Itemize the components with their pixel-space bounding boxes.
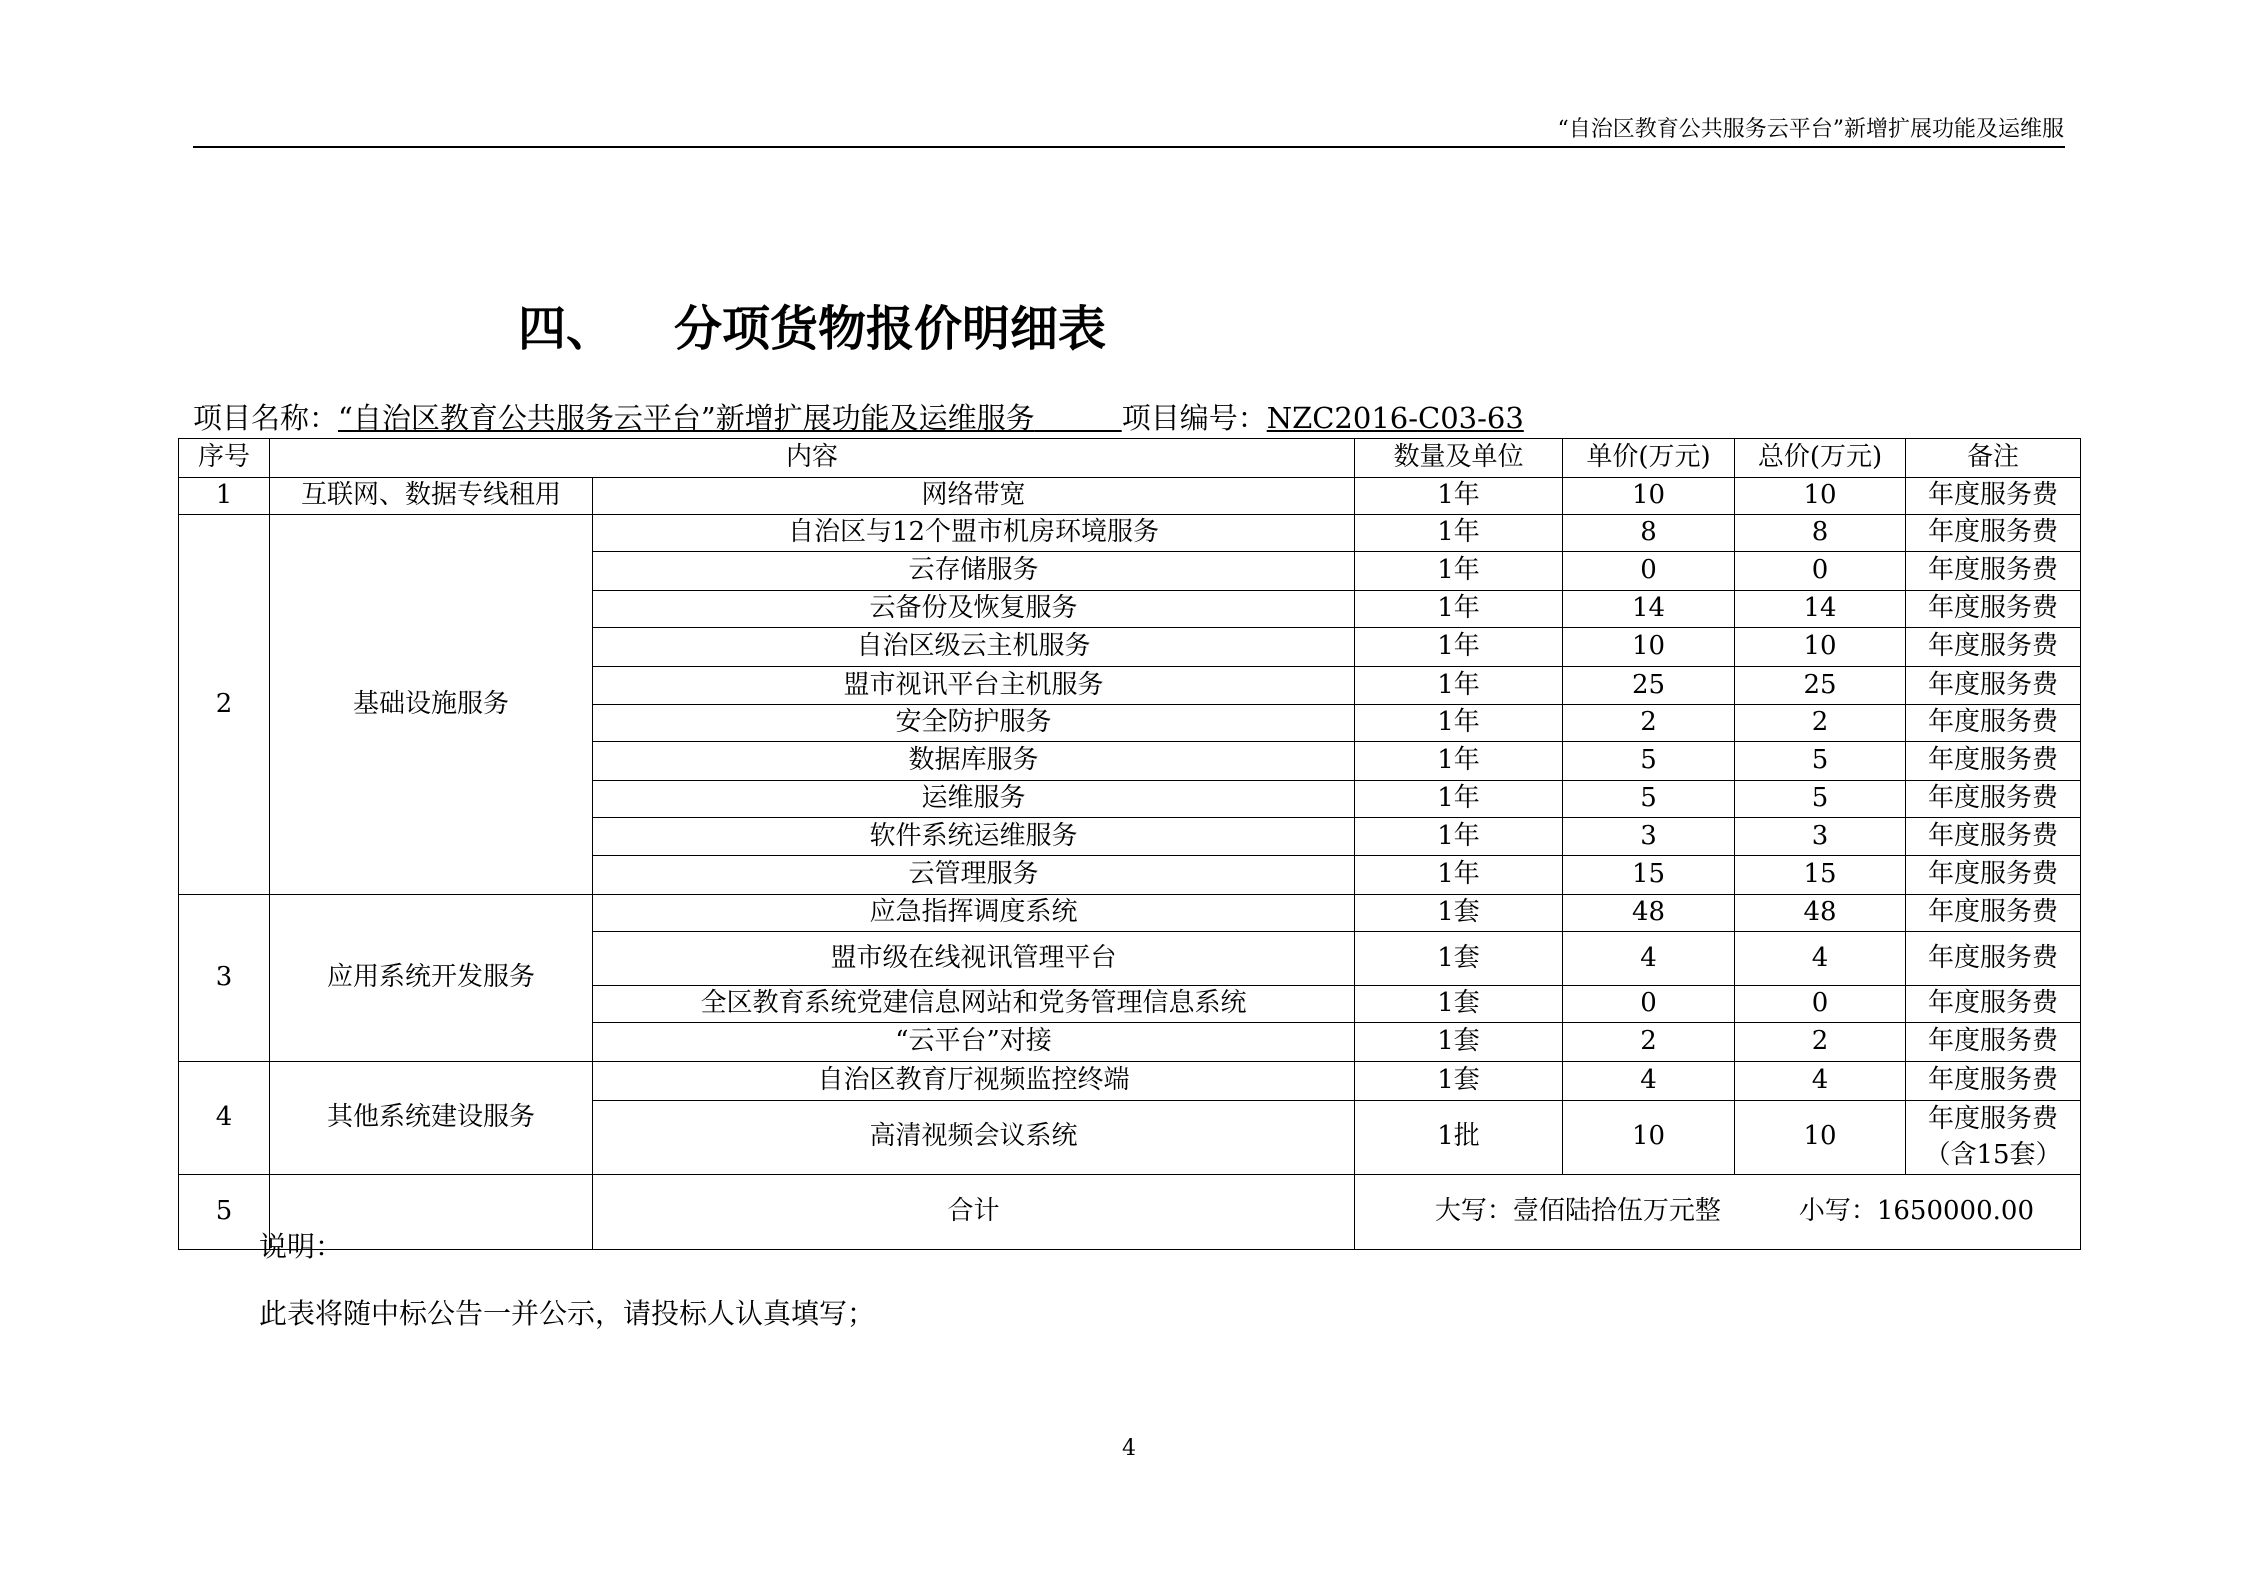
item-name: 应急指挥调度系统 <box>593 895 1355 932</box>
item-total-price: 2 <box>1735 1023 1906 1062</box>
item-name: 安全防护服务 <box>593 705 1355 742</box>
item-quantity: 1套 <box>1355 1023 1563 1062</box>
item-quantity: 1年 <box>1355 818 1563 856</box>
row-number: 2 <box>179 515 270 895</box>
table-row <box>179 478 2081 515</box>
item-total-price: 0 <box>1735 552 1906 591</box>
item-total-price: 0 <box>1735 986 1906 1023</box>
project-no-label: 项目编号： <box>1121 401 1267 435</box>
item-unit-price: 14 <box>1563 591 1735 628</box>
item-note: 年度服务费 <box>1906 628 2081 667</box>
item-note: 年度服务费 <box>1906 705 2081 742</box>
item-name: 自治区级云主机服务 <box>593 628 1355 667</box>
title-text: 分项货物报价明细表 <box>674 301 1107 357</box>
item-name: “云平台”对接 <box>593 1023 1355 1062</box>
item-note: 年度服务费 <box>1906 932 2081 986</box>
item-name: 运维服务 <box>593 781 1355 818</box>
item-unit-price: 15 <box>1563 856 1735 895</box>
item-note: 年度服务费 <box>1906 515 2081 552</box>
notes-title: 说明： <box>259 1230 344 1263</box>
header-col-4: 总价(万元) <box>1735 439 1906 478</box>
header-no: 序号 <box>179 439 270 478</box>
item-quantity: 1年 <box>1355 552 1563 591</box>
project-name-label: 项目名称： <box>193 401 339 435</box>
running-header: “自治区教育公共服务云平台”新增扩展功能及运维服 <box>1557 117 2064 142</box>
item-total-price: 4 <box>1735 932 1906 986</box>
item-unit-price: 4 <box>1563 1062 1735 1101</box>
price-detail-table <box>178 438 2081 1250</box>
item-unit-price: 10 <box>1563 478 1735 515</box>
item-unit-price: 0 <box>1563 552 1735 591</box>
item-name: 软件系统运维服务 <box>593 818 1355 856</box>
category: 其他系统建设服务 <box>270 1062 593 1175</box>
item-note: 年度服务费 <box>1906 478 2081 515</box>
item-unit-price: 4 <box>1563 932 1735 986</box>
item-note: 年度服务费 （含15套） <box>1906 1101 2081 1175</box>
item-name: 云备份及恢复服务 <box>593 591 1355 628</box>
item-quantity: 1套 <box>1355 986 1563 1023</box>
item-quantity: 1年 <box>1355 856 1563 895</box>
item-name: 盟市视讯平台主机服务 <box>593 667 1355 705</box>
item-note: 年度服务费 <box>1906 856 2081 895</box>
item-name: 全区教育系统党建信息网站和党务管理信息系统 <box>593 986 1355 1023</box>
item-name: 网络带宽 <box>593 478 1355 515</box>
item-note: 年度服务费 <box>1906 781 2081 818</box>
item-unit-price: 2 <box>1563 705 1735 742</box>
page-number: 4 <box>1122 1436 1136 1461</box>
item-note: 年度服务费 <box>1906 667 2081 705</box>
item-name: 盟市级在线视讯管理平台 <box>593 932 1355 986</box>
row-number: 1 <box>179 478 270 515</box>
header-content: 内容 <box>270 439 1355 478</box>
item-quantity: 1批 <box>1355 1101 1563 1175</box>
item-unit-price: 48 <box>1563 895 1735 932</box>
item-total-price: 5 <box>1735 742 1906 781</box>
item-quantity: 1年 <box>1355 667 1563 705</box>
item-note: 年度服务费 <box>1906 591 2081 628</box>
item-note: 年度服务费 <box>1906 818 2081 856</box>
item-unit-price: 3 <box>1563 818 1735 856</box>
item-name: 自治区与12个盟市机房环境服务 <box>593 515 1355 552</box>
header-divider <box>193 146 2065 148</box>
item-quantity: 1套 <box>1355 1062 1563 1101</box>
item-total-price: 10 <box>1735 478 1906 515</box>
item-quantity: 1套 <box>1355 932 1563 986</box>
item-total-price: 4 <box>1735 1062 1906 1101</box>
item-name: 云存储服务 <box>593 552 1355 591</box>
item-name: 高清视频会议系统 <box>593 1101 1355 1175</box>
item-unit-price: 0 <box>1563 986 1735 1023</box>
item-unit-price: 2 <box>1563 1023 1735 1062</box>
item-note: 年度服务费 <box>1906 1023 2081 1062</box>
item-note: 年度服务费 <box>1906 552 2081 591</box>
title-number: 四、 <box>518 301 615 357</box>
category: 应用系统开发服务 <box>270 895 593 1062</box>
table-row <box>179 1174 2081 1249</box>
table-row <box>179 1062 2081 1101</box>
total-amount: 大写：壹佰陆拾伍万元整 小写：1650000.00 <box>1355 1174 2081 1249</box>
item-unit-price: 10 <box>1563 1101 1735 1175</box>
row-number: 3 <box>179 895 270 1062</box>
item-quantity: 1年 <box>1355 515 1563 552</box>
item-total-price: 5 <box>1735 781 1906 818</box>
row-number: 4 <box>179 1062 270 1175</box>
item-total-price: 3 <box>1735 818 1906 856</box>
item-quantity: 1年 <box>1355 705 1563 742</box>
item-total-price: 10 <box>1735 628 1906 667</box>
item-total-price: 8 <box>1735 515 1906 552</box>
table-row <box>179 895 2081 932</box>
item-total-price: 2 <box>1735 705 1906 742</box>
item-name: 云管理服务 <box>593 856 1355 895</box>
item-quantity: 1年 <box>1355 478 1563 515</box>
item-unit-price: 25 <box>1563 667 1735 705</box>
item-quantity: 1年 <box>1355 781 1563 818</box>
item-unit-price: 5 <box>1563 742 1735 781</box>
item-total-price: 25 <box>1735 667 1906 705</box>
item-quantity: 1套 <box>1355 895 1563 932</box>
item-name: 自治区教育厅视频监控终端 <box>593 1062 1355 1101</box>
notes-text: 此表将随中标公告一并公示，请投标人认真填写； <box>259 1297 876 1330</box>
item-quantity: 1年 <box>1355 591 1563 628</box>
header-col-5: 备注 <box>1906 439 2081 478</box>
project-info <box>193 396 1524 437</box>
item-note: 年度服务费 <box>1906 895 2081 932</box>
item-total-price: 15 <box>1735 856 1906 895</box>
item-quantity: 1年 <box>1355 742 1563 781</box>
item-note: 年度服务费 <box>1906 742 2081 781</box>
table-row <box>179 515 2081 552</box>
table-row <box>179 439 2081 478</box>
header-col-3: 单价(万元) <box>1563 439 1735 478</box>
project-no: NZC2016-C03-63 <box>1266 401 1524 435</box>
item-total-price: 10 <box>1735 1101 1906 1175</box>
page-title <box>518 290 1106 359</box>
item-unit-price: 8 <box>1563 515 1735 552</box>
item-note: 年度服务费 <box>1906 1062 2081 1101</box>
header-col-2: 数量及单位 <box>1355 439 1563 478</box>
item-note: 年度服务费 <box>1906 986 2081 1023</box>
category: 基础设施服务 <box>270 515 593 895</box>
row-number: 5 <box>179 1174 270 1249</box>
category: 互联网、数据专线租用 <box>270 478 593 515</box>
item-unit-price: 10 <box>1563 628 1735 667</box>
item-total-price: 14 <box>1735 591 1906 628</box>
item-unit-price: 5 <box>1563 781 1735 818</box>
total-label: 合计 <box>593 1174 1355 1249</box>
project-name: “自治区教育公共服务云平台”新增扩展功能及运维服务 <box>338 401 1035 435</box>
item-name: 数据库服务 <box>593 742 1355 781</box>
item-quantity: 1年 <box>1355 628 1563 667</box>
item-total-price: 48 <box>1735 895 1906 932</box>
